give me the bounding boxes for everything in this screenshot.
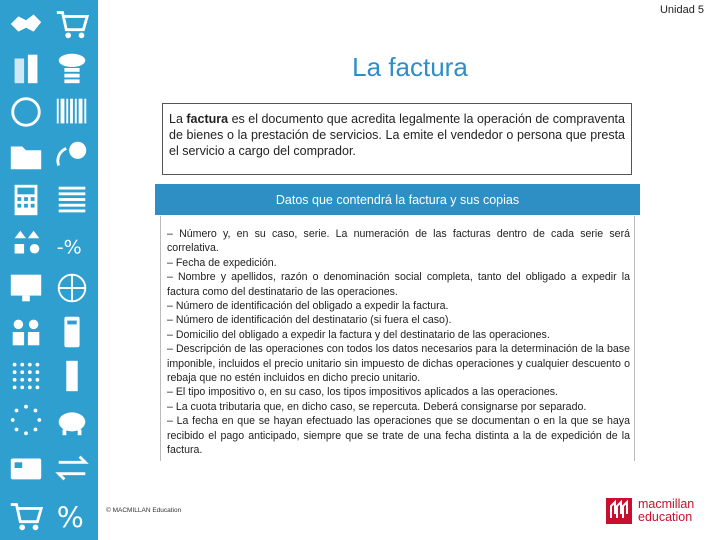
logo-line-2: education — [638, 510, 693, 524]
definition-term: factura — [186, 112, 229, 126]
svg-text:%: % — [56, 501, 84, 535]
list-item: – La fecha en que se hayan efectuado las operaciones que se documentan o en la que se haya recibido el pago anticipado, siempre que se trate de una fecha distinta a la de expedición de la factura. — [167, 415, 630, 457]
unit-label: Unidad 5 — [659, 4, 704, 16]
list-item: – Número de identificación del obligado a expedir la factura. — [167, 300, 449, 313]
barcode-icon — [50, 90, 94, 134]
flag-stars-icon — [4, 398, 48, 442]
section-heading: Datos que contendrá la factura y sus copias — [155, 184, 640, 215]
exchange-arrows-icon — [50, 446, 94, 490]
arrows-icon — [4, 354, 48, 398]
people-icon — [4, 310, 48, 354]
document-lines-icon — [50, 178, 94, 222]
piggy-bank-icon — [50, 398, 94, 442]
list-item: – Número de identificación del destinatario (si fuera el caso). — [167, 314, 452, 327]
globe-icon — [50, 266, 94, 310]
definition-box — [162, 103, 632, 175]
card-icon — [4, 446, 48, 490]
data-list — [160, 216, 635, 461]
svg-text:-%: -% — [56, 236, 82, 259]
handshake-icon — [4, 2, 48, 46]
definition-text: es el documento que acredita legalmente la operación de compraventa de bienes o la prestación de servicios. La emite el vendedor o persona que presta el servicio a cargo del comprador. — [169, 112, 625, 158]
list-item: – Descripción de las operaciones con todos los datos necesarios para la determinación de la base imponible, incluidos el precio unitario sin impuesto de dichas operaciones y cualquier descuento o rebaja que no estén incluidos en dicho precio unitario. — [167, 343, 630, 385]
phone-icon — [50, 310, 94, 354]
percent-large-icon — [50, 494, 94, 538]
list-item: – Nombre y apellidos, razón o denominación social completa, tanto del obligado a expedir la factura como del destinatario de las operaciones. — [167, 271, 630, 298]
page-title: La factura — [352, 52, 468, 82]
shopping-cart-icon — [4, 494, 48, 538]
list-item: – Número y, en su caso, serie. La numeración de las facturas dentro de cada serie será correlativa. — [167, 228, 630, 255]
list-item: – El tipo impositivo o, en su caso, los tipos impositivos aplicados a las operaciones. — [167, 386, 558, 399]
macmillan-logo-mark-icon — [604, 496, 634, 526]
macmillan-logo — [604, 494, 708, 528]
folder-icon — [4, 134, 48, 178]
money-cycle-icon — [50, 134, 94, 178]
list-item: – La cuota tributaria que, en dicho caso, se repercuta. Deberá consignarse por separado. — [167, 400, 587, 413]
monitor-icon — [4, 266, 48, 310]
logo-line-1: macmillan — [638, 497, 695, 511]
definition-prefix: La — [169, 112, 187, 126]
percent-icon — [50, 222, 94, 266]
calculator-icon — [4, 178, 48, 222]
shapes-icon — [4, 90, 48, 134]
shopping-cart-icon — [50, 2, 94, 46]
cart-small-icon — [50, 354, 94, 398]
list-item: – Fecha de expedición. — [167, 256, 277, 269]
list-item: – Domicilio del obligado a expedir la factura y del destinatario de las operaciones. — [167, 328, 550, 341]
grid-icon — [4, 222, 48, 266]
copyright-notice: © MACMILLAN Education — [106, 507, 182, 514]
